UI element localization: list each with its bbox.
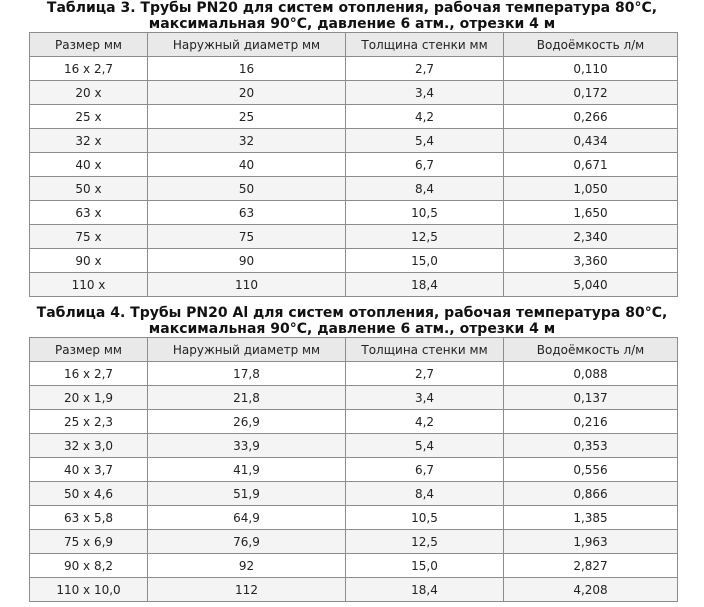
cell-size: 63 x bbox=[30, 201, 148, 225]
table-row bbox=[30, 273, 678, 297]
cell-wall-thickness: 12,5 bbox=[346, 225, 504, 249]
table-row bbox=[30, 554, 678, 578]
cell-outer-diameter: 32 bbox=[148, 129, 346, 153]
cell-wall-thickness: 2,7 bbox=[346, 362, 504, 386]
cell-water-capacity: 0,671 bbox=[504, 153, 678, 177]
cell-wall-thickness: 6,7 bbox=[346, 458, 504, 482]
cell-outer-diameter: 41,9 bbox=[148, 458, 346, 482]
cell-wall-thickness: 15,0 bbox=[346, 554, 504, 578]
table-row bbox=[30, 410, 678, 434]
header-wall-thickness: Толщина стенки мм bbox=[346, 33, 504, 57]
cell-size: 25 x bbox=[30, 105, 148, 129]
cell-water-capacity: 0,434 bbox=[504, 129, 678, 153]
cell-wall-thickness: 18,4 bbox=[346, 273, 504, 297]
table-4-pn20-al bbox=[29, 337, 678, 602]
cell-size: 32 x 3,0 bbox=[30, 434, 148, 458]
cell-size: 32 x bbox=[30, 129, 148, 153]
header-wall-thickness: Толщина стенки мм bbox=[346, 338, 504, 362]
cell-outer-diameter: 33,9 bbox=[148, 434, 346, 458]
cell-size: 110 x bbox=[30, 273, 148, 297]
table-row bbox=[30, 225, 678, 249]
cell-water-capacity: 1,050 bbox=[504, 177, 678, 201]
cell-size: 50 x 4,6 bbox=[30, 482, 148, 506]
cell-water-capacity: 5,040 bbox=[504, 273, 678, 297]
cell-size: 16 x 2,7 bbox=[30, 362, 148, 386]
table-row bbox=[30, 105, 678, 129]
table-row bbox=[30, 129, 678, 153]
header-water-capacity: Водоёмкость л/м bbox=[504, 338, 678, 362]
cell-water-capacity: 0,353 bbox=[504, 434, 678, 458]
table-header-row bbox=[30, 338, 678, 362]
cell-size: 50 x bbox=[30, 177, 148, 201]
table-row bbox=[30, 57, 678, 81]
cell-wall-thickness: 8,4 bbox=[346, 177, 504, 201]
cell-wall-thickness: 4,2 bbox=[346, 410, 504, 434]
cell-outer-diameter: 50 bbox=[148, 177, 346, 201]
header-outer-diameter: Наружный диаметр мм bbox=[148, 33, 346, 57]
cell-water-capacity: 2,340 bbox=[504, 225, 678, 249]
table-row bbox=[30, 153, 678, 177]
cell-wall-thickness: 10,5 bbox=[346, 201, 504, 225]
cell-outer-diameter: 25 bbox=[148, 105, 346, 129]
cell-size: 20 x 1,9 bbox=[30, 386, 148, 410]
cell-outer-diameter: 17,8 bbox=[148, 362, 346, 386]
header-size: Размер мм bbox=[30, 33, 148, 57]
table-row bbox=[30, 81, 678, 105]
cell-water-capacity: 0,266 bbox=[504, 105, 678, 129]
cell-water-capacity: 1,385 bbox=[504, 506, 678, 530]
table-row bbox=[30, 434, 678, 458]
table-row bbox=[30, 506, 678, 530]
cell-wall-thickness: 10,5 bbox=[346, 506, 504, 530]
cell-outer-diameter: 90 bbox=[148, 249, 346, 273]
cell-outer-diameter: 26,9 bbox=[148, 410, 346, 434]
table-row bbox=[30, 530, 678, 554]
header-size: Размер мм bbox=[30, 338, 148, 362]
cell-outer-diameter: 110 bbox=[148, 273, 346, 297]
cell-outer-diameter: 51,9 bbox=[148, 482, 346, 506]
cell-wall-thickness: 5,4 bbox=[346, 129, 504, 153]
cell-outer-diameter: 112 bbox=[148, 578, 346, 602]
table-row bbox=[30, 177, 678, 201]
cell-outer-diameter: 40 bbox=[148, 153, 346, 177]
cell-size: 40 x 3,7 bbox=[30, 458, 148, 482]
cell-wall-thickness: 6,7 bbox=[346, 153, 504, 177]
cell-size: 20 x bbox=[30, 81, 148, 105]
cell-wall-thickness: 8,4 bbox=[346, 482, 504, 506]
cell-water-capacity: 0,088 bbox=[504, 362, 678, 386]
cell-size: 110 x 10,0 bbox=[30, 578, 148, 602]
table-row bbox=[30, 362, 678, 386]
cell-water-capacity: 0,172 bbox=[504, 81, 678, 105]
table-row bbox=[30, 578, 678, 602]
cell-size: 75 x bbox=[30, 225, 148, 249]
cell-water-capacity: 0,216 bbox=[504, 410, 678, 434]
cell-wall-thickness: 5,4 bbox=[346, 434, 504, 458]
table-row bbox=[30, 386, 678, 410]
cell-water-capacity: 3,360 bbox=[504, 249, 678, 273]
cell-water-capacity: 0,110 bbox=[504, 57, 678, 81]
cell-water-capacity: 0,866 bbox=[504, 482, 678, 506]
cell-water-capacity: 0,137 bbox=[504, 386, 678, 410]
cell-size: 63 x 5,8 bbox=[30, 506, 148, 530]
table-row bbox=[30, 458, 678, 482]
table-4-caption: Таблица 4. Трубы PN20 Al для систем отопления, рабочая температура 80°С, максимальная 90°С, давление 6 атм., отрезки 4 м bbox=[36, 305, 668, 337]
table-header-row bbox=[30, 33, 678, 57]
cell-size: 16 x 2,7 bbox=[30, 57, 148, 81]
cell-water-capacity: 4,208 bbox=[504, 578, 678, 602]
cell-outer-diameter: 76,9 bbox=[148, 530, 346, 554]
header-outer-diameter: Наружный диаметр мм bbox=[148, 338, 346, 362]
cell-wall-thickness: 12,5 bbox=[346, 530, 504, 554]
cell-outer-diameter: 64,9 bbox=[148, 506, 346, 530]
cell-water-capacity: 1,963 bbox=[504, 530, 678, 554]
table-row bbox=[30, 201, 678, 225]
cell-wall-thickness: 4,2 bbox=[346, 105, 504, 129]
cell-wall-thickness: 15,0 bbox=[346, 249, 504, 273]
cell-size: 90 x 8,2 bbox=[30, 554, 148, 578]
cell-outer-diameter: 75 bbox=[148, 225, 346, 249]
cell-water-capacity: 0,556 bbox=[504, 458, 678, 482]
table-row bbox=[30, 249, 678, 273]
cell-water-capacity: 1,650 bbox=[504, 201, 678, 225]
table-3-caption: Таблица 3. Трубы PN20 для систем отопления, рабочая температура 80°С, максимальная 90°С, давление 6 атм., отрезки 4 м bbox=[46, 0, 658, 32]
cell-size: 90 x bbox=[30, 249, 148, 273]
cell-outer-diameter: 92 bbox=[148, 554, 346, 578]
cell-wall-thickness: 3,4 bbox=[346, 386, 504, 410]
cell-wall-thickness: 2,7 bbox=[346, 57, 504, 81]
cell-wall-thickness: 3,4 bbox=[346, 81, 504, 105]
cell-wall-thickness: 18,4 bbox=[346, 578, 504, 602]
cell-outer-diameter: 16 bbox=[148, 57, 346, 81]
cell-outer-diameter: 20 bbox=[148, 81, 346, 105]
cell-outer-diameter: 21,8 bbox=[148, 386, 346, 410]
cell-size: 25 x 2,3 bbox=[30, 410, 148, 434]
header-water-capacity: Водоёмкость л/м bbox=[504, 33, 678, 57]
cell-size: 40 x bbox=[30, 153, 148, 177]
cell-size: 75 x 6,9 bbox=[30, 530, 148, 554]
table-row bbox=[30, 482, 678, 506]
cell-water-capacity: 2,827 bbox=[504, 554, 678, 578]
table-3-pn20 bbox=[29, 32, 678, 297]
cell-outer-diameter: 63 bbox=[148, 201, 346, 225]
